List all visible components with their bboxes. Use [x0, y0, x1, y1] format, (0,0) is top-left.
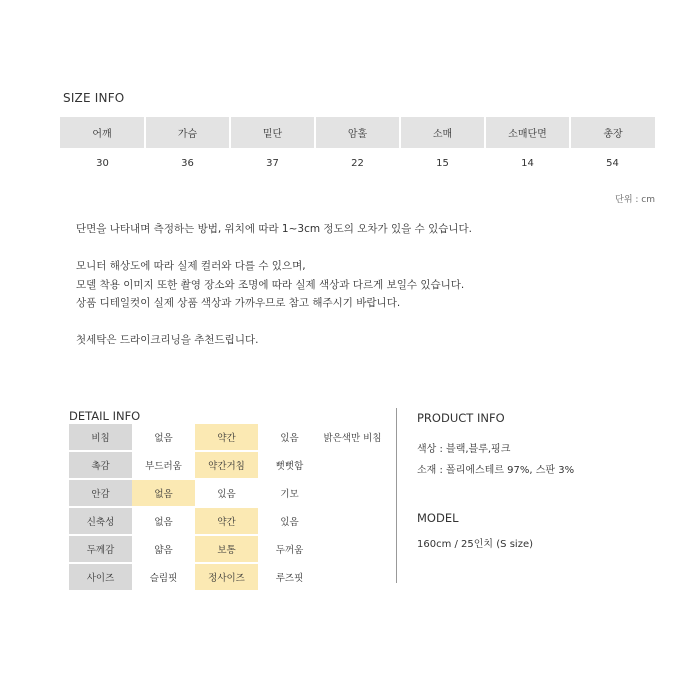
- detail-option: 있음: [280, 433, 299, 444]
- detail-option: [321, 536, 384, 562]
- detail-row-label: 비침: [69, 424, 132, 450]
- size-info-title: SIZE INFO: [63, 91, 125, 105]
- detail-option: [321, 452, 384, 478]
- size-value-hem: 37: [266, 157, 279, 169]
- detail-option: 슬림핏: [149, 573, 178, 584]
- size-value-length: 54: [606, 157, 619, 169]
- detail-option: 기모: [280, 489, 299, 500]
- size-table: [60, 117, 655, 178]
- detail-row-label: 촉감: [69, 452, 132, 478]
- detail-row: [69, 424, 384, 450]
- size-value-sleeve-width: 14: [521, 157, 534, 169]
- product-material: 소재 : 폴리에스테르 97%, 스판 3%: [417, 465, 575, 476]
- detail-row: [69, 536, 384, 562]
- detail-option: 부드러움: [145, 461, 182, 472]
- size-value-armhole: 22: [351, 157, 364, 169]
- size-header-hem: 밑단: [230, 117, 315, 148]
- detail-row: [69, 508, 384, 534]
- size-value-row: [60, 148, 655, 178]
- product-color: 색상 : 블랙,블루,핑크: [417, 444, 511, 455]
- note-line: 상품 디테일컷이 실제 상품 색상과 가까우므로 참고 해주시기 바랍니다.: [76, 297, 401, 309]
- size-header-row: [60, 117, 655, 148]
- detail-option: 뻣뻣함: [275, 461, 304, 472]
- detail-option: 없음: [154, 517, 173, 528]
- size-header-armhole: 암홀: [315, 117, 400, 148]
- detail-option: [321, 508, 384, 534]
- detail-option-selected: 약간: [195, 424, 258, 450]
- size-header-sleeve-width: 소매단면: [485, 117, 570, 148]
- detail-option: 얇음: [154, 545, 173, 556]
- unit-label: 단위 : cm: [615, 195, 655, 205]
- detail-option-selected: 보통: [195, 536, 258, 562]
- size-header-chest: 가슴: [145, 117, 230, 148]
- detail-option-selected: 정사이즈: [195, 564, 258, 590]
- detail-option: [321, 564, 384, 590]
- size-value-chest: 36: [181, 157, 194, 169]
- note-line: 모니터 해상도에 따라 실제 컬러와 다를 수 있으며,: [76, 260, 306, 272]
- detail-table: [69, 422, 384, 592]
- size-header-length: 총장: [570, 117, 655, 148]
- detail-option: 밝은색만 비침: [323, 433, 382, 444]
- model-info: 160cm / 25인치 (S size): [417, 539, 533, 550]
- size-header-sleeve: 소매: [400, 117, 485, 148]
- detail-row-label: 두께감: [69, 536, 132, 562]
- detail-option-selected: 약간거침: [195, 452, 258, 478]
- detail-row: [69, 452, 384, 478]
- size-value-sleeve: 15: [436, 157, 449, 169]
- detail-option: 있음: [280, 517, 299, 528]
- note-line: 단면을 나타내며 측정하는 방법, 위치에 따라 1~3cm 정도의 오차가 있을 수 있습니다.: [76, 223, 472, 235]
- model-title: MODEL: [417, 511, 459, 525]
- detail-row: [69, 564, 384, 590]
- detail-option: 루즈핏: [275, 573, 304, 584]
- detail-row: [69, 480, 384, 506]
- detail-row-label: 사이즈: [69, 564, 132, 590]
- product-info-title: PRODUCT INFO: [417, 411, 505, 425]
- detail-option: 있음: [217, 489, 236, 500]
- size-value-shoulder: 30: [96, 157, 109, 169]
- detail-option: 두꺼움: [275, 545, 304, 556]
- detail-row-label: 신축성: [69, 508, 132, 534]
- detail-info-title: DETAIL INFO: [69, 409, 141, 423]
- vertical-divider: [396, 408, 397, 583]
- size-header-shoulder: 어깨: [60, 117, 145, 148]
- notes-block: [76, 220, 472, 350]
- detail-row-label: 안감: [69, 480, 132, 506]
- note-line: 모델 착용 이미지 또한 촬영 장소와 조명에 따라 실제 색상과 다르게 보일수 있습니다.: [76, 278, 465, 291]
- detail-option: 없음: [154, 433, 173, 444]
- note-line: 첫세탁은 드라이크리닝을 추천드립니다.: [76, 334, 259, 346]
- detail-option-selected: 약간: [195, 508, 258, 534]
- detail-option-selected: 없음: [132, 480, 195, 506]
- detail-option: [321, 480, 384, 506]
